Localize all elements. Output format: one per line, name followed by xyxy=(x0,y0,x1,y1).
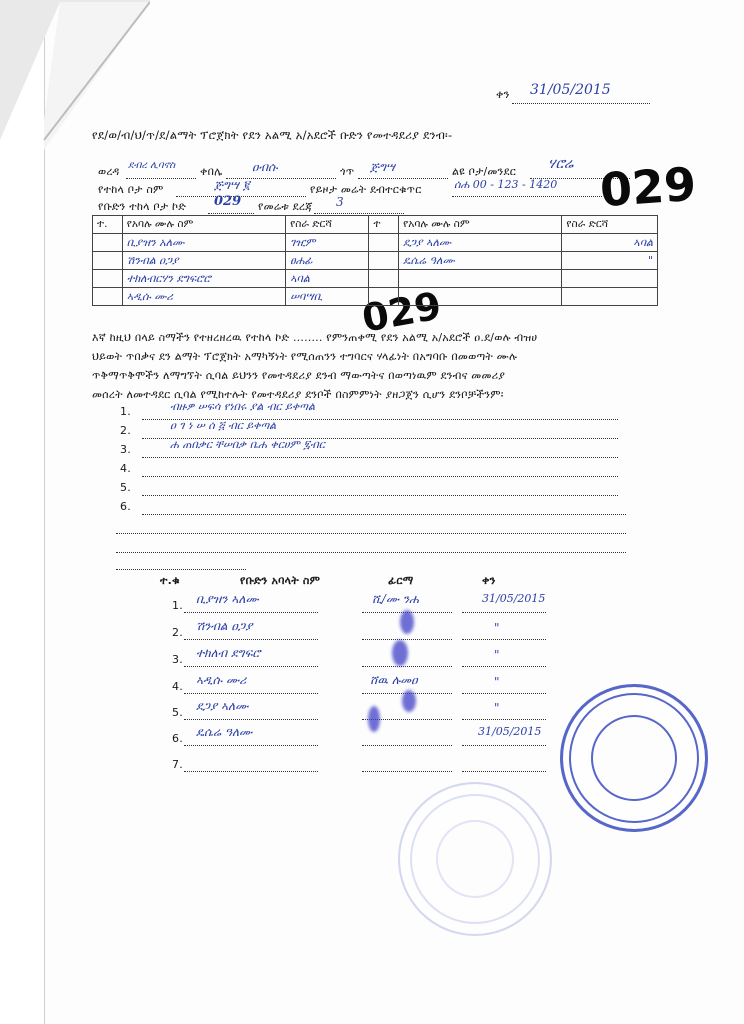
land-book-label: የይዞታ መሬት ደብተርቁጥር xyxy=(310,183,422,196)
paragraph-line-3: ጥቅማጥቅሞችን ለማግኘት ሲባል ይህንን የመተዳደሪያ ደንብ ማውጣትና በወጣነዉም ደንብና መመሪያ xyxy=(92,369,506,382)
sig-row-number: 4. xyxy=(172,680,183,693)
members-table xyxy=(92,215,658,306)
special-place-value: ሃሮሬ xyxy=(548,156,574,172)
col-name-2: የአባሉ ሙሉ ስም xyxy=(399,216,562,234)
sig-row-number: 2. xyxy=(172,626,183,639)
document-page xyxy=(44,0,744,1024)
rule-number: 4. xyxy=(120,462,131,475)
col-role: የስራ ድርሻ xyxy=(286,216,369,234)
fingerprint-mark xyxy=(402,690,416,712)
table-cell xyxy=(369,270,399,288)
sig-row-name: ተክለብ ደግፍሮ xyxy=(196,646,261,660)
sig-row-date: " xyxy=(494,621,500,635)
table-cell xyxy=(562,270,658,288)
table-cell: ኣባል xyxy=(286,270,369,288)
sig-row-number: 5. xyxy=(172,706,183,719)
rule-number: 6. xyxy=(120,500,131,513)
table-cell: ደጋያ ኣለሙ xyxy=(399,234,562,252)
paragraph-line-4: መሰረት ለመተዳደር ሲባል የሚከተሉት የመተዳደሪያ ደንቦች በስምምነት ያዘጋጀን ሲሆን ደንቦቻችንም፡ xyxy=(92,388,504,401)
table-cell xyxy=(369,288,399,306)
table-cell: ፀሐፊ xyxy=(286,252,369,270)
woreda-label: ወረዳ xyxy=(98,165,120,178)
sig-row-date: " xyxy=(494,701,500,715)
kebele-value: ዐብሱ xyxy=(252,160,278,174)
table-cell xyxy=(93,288,123,306)
rule-number: 1. xyxy=(120,405,131,418)
col-number-2: ተ xyxy=(369,216,399,234)
table-cell xyxy=(369,234,399,252)
table-cell xyxy=(93,270,123,288)
table-cell: " xyxy=(562,252,658,270)
sig-row-number: 6. xyxy=(172,732,183,745)
fingerprint-mark xyxy=(400,610,414,634)
sig-row-date: " xyxy=(494,648,500,662)
col-role-2: የስራ ድርሻ xyxy=(562,216,658,234)
group-code-label: የቡድን ተከላ ቦታ ኮድ xyxy=(98,200,187,213)
table-row xyxy=(93,252,658,270)
rule-text: ሐ ጠበቃር ቸሠበቃ ቤሐ ቀርሀም ፯ብር xyxy=(170,438,325,451)
table-cell: ተክለብርሃን ደግፍሮሮ xyxy=(122,270,285,288)
sig-row-number: 3. xyxy=(172,653,183,666)
table-cell xyxy=(399,270,562,288)
rule-text: ብዙዎ ሠፍሳ የነበሩ ያል ብር ይቀጣል xyxy=(170,400,315,413)
land-level-label: የመሬቱ ደረጃ xyxy=(258,200,313,213)
rule-number: 2. xyxy=(120,424,131,437)
sig-row-signature: ሺ/ሙ ንሐ xyxy=(372,592,419,606)
sig-row-number: 7. xyxy=(172,758,183,771)
document-title: የደ/ወ/ብ/ህ/ጥ/ደ/ልማት ፕሮጀክት የደን አልሚ አ/አደሮች ቡድን የመተዳደሪያ ደንብ፡- xyxy=(92,128,453,142)
members-table-header xyxy=(93,216,658,234)
sig-col-date: ቀን xyxy=(482,574,496,587)
sig-row-signature: ሸዉ ሉመዐ xyxy=(370,673,418,687)
sig-row-name: ደጋያ ኣለሙ xyxy=(196,699,249,713)
table-cell: ዴሴሬ ዓለሙ xyxy=(399,252,562,270)
table-cell: ሽንብል ዐጋያ xyxy=(122,252,285,270)
table-cell xyxy=(562,288,658,306)
got-value: ጅግሣ xyxy=(370,160,396,174)
table-cell: ቢያዝን አለሙ xyxy=(122,234,285,252)
table-cell xyxy=(369,252,399,270)
group-code-value: 029 xyxy=(214,194,242,209)
planting-site-label: የተከላ ቦታ ስም xyxy=(98,183,164,196)
sig-row-name: ቢያዝን ኣለሙ xyxy=(196,592,259,606)
sig-row-name: ዴሴሬ ዓለሙ xyxy=(196,725,253,739)
rule-text: ዐ ገ ነ ሠ ሰ ፭ ብር ይቀጣል xyxy=(170,419,277,432)
special-place-label: ልዩ ቦታ/መንደር xyxy=(452,165,517,178)
sig-row-date: 31/05/2015 xyxy=(478,725,542,738)
table-cell xyxy=(93,234,123,252)
sig-row-date: " xyxy=(494,675,500,689)
date-value: 31/05/2015 xyxy=(530,82,611,98)
sig-col-number: ተ.ቁ xyxy=(160,574,180,587)
col-number: ተ. xyxy=(93,216,123,234)
sig-row-name: ሽንብል ዐጋያ xyxy=(196,619,253,633)
col-name: የአባሉ ሙሉ ስም xyxy=(122,216,285,234)
marker-code-top: 029 xyxy=(598,156,698,218)
table-cell: ኣባል xyxy=(562,234,658,252)
sig-col-name: የቡድን አባላት ስም xyxy=(240,574,321,587)
land-book-value: ሰሐ 00 - 123 - 1420 xyxy=(454,178,558,191)
rule-number: 3. xyxy=(120,443,131,456)
marker-code-middle: 029 xyxy=(358,283,445,341)
sig-row-name: ኣዲሱ ሙሪ xyxy=(196,673,247,687)
table-cell: ኣዲሱ ሙሪ xyxy=(122,288,285,306)
planting-site-value: ጅግሣ ፪ xyxy=(214,178,250,192)
fingerprint-mark xyxy=(392,640,408,666)
date-label: ቀን xyxy=(496,88,510,101)
table-cell: ገዢም xyxy=(286,234,369,252)
table-cell: ሠባሣቢ xyxy=(286,288,369,306)
faded-stamp xyxy=(398,782,552,936)
table-cell xyxy=(93,252,123,270)
paragraph-line-1: እኛ ከዚህ በላይ ስማችን የተዘረዘረዉ የተከላ ኮድ ........ የምንጠቀሚ የደን አልሚ አ/አደሮች ዐ.ደ/ወሉ ብዝሀ xyxy=(92,331,538,344)
table-row xyxy=(93,288,658,306)
official-stamp xyxy=(560,684,708,832)
table-row xyxy=(93,270,658,288)
land-level-value: 3 xyxy=(336,195,344,209)
sig-row-date: 31/05/2015 xyxy=(482,592,546,605)
sig-col-signature: ፊርማ xyxy=(388,574,414,587)
fingerprint-mark xyxy=(368,706,380,732)
rule-number: 5. xyxy=(120,481,131,494)
kebele-label: ቀበሌ xyxy=(200,165,223,178)
paragraph-line-2: ህይወት ጥበቃና ደን ልማት ፕሮጀክት አማካኝነት የሚሰጠንን ተግባርና ሃላፊነት በአግባቡ በመወጣት ሙሉ xyxy=(92,350,518,363)
sig-row-number: 1. xyxy=(172,599,183,612)
got-label: ጎጥ xyxy=(340,165,355,178)
table-cell xyxy=(399,288,562,306)
table-row xyxy=(93,234,658,252)
woreda-value: ደብረ ሊባኖስ xyxy=(128,160,176,171)
